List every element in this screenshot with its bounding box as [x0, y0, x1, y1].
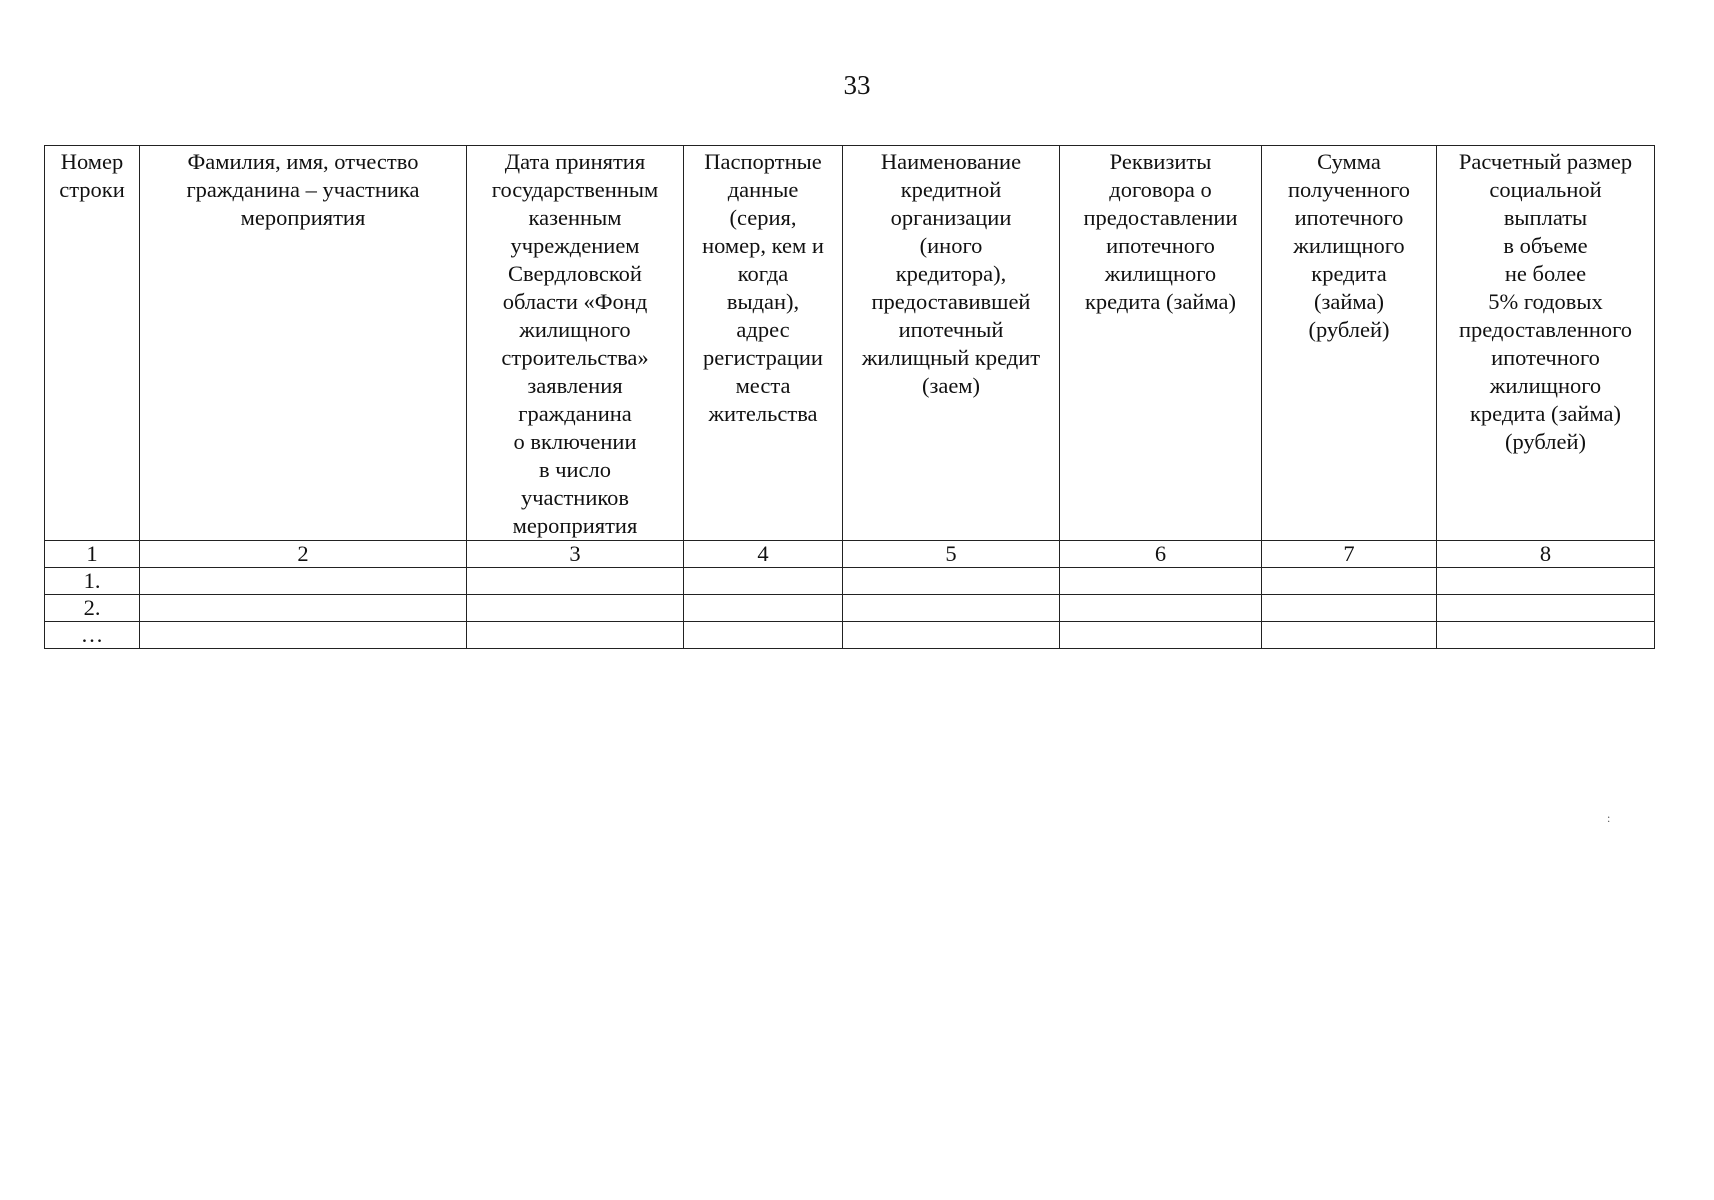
table-cell — [467, 622, 684, 649]
table-cell — [1437, 622, 1655, 649]
table-cell: … — [45, 622, 140, 649]
table-row — [45, 568, 1655, 595]
table-cell — [140, 568, 467, 595]
page-number: 33 — [843, 70, 871, 100]
table-cell — [1437, 595, 1655, 622]
table-cell — [1262, 568, 1437, 595]
table-row — [45, 622, 1655, 649]
table-cell: 2. — [45, 595, 140, 622]
header-creditor-name: Наименование кредитной организации (иного кредитора), предоставившей ипотечный жилищный кредит (заем) — [843, 146, 1060, 541]
table-cell — [1060, 568, 1262, 595]
table-cell — [1262, 622, 1437, 649]
header-row-number: Номер строки — [45, 146, 140, 541]
table-cell — [1262, 595, 1437, 622]
stray-mark: : — [1607, 811, 1611, 825]
table-row — [45, 595, 1655, 622]
table-cell — [1060, 622, 1262, 649]
column-number-row — [45, 541, 1655, 568]
column-number: 1 — [45, 541, 140, 568]
header-contract-details: Реквизиты договора о предоставлении ипотечного жилищного кредита (займа) — [1060, 146, 1262, 541]
table-cell — [1060, 595, 1262, 622]
table-cell — [467, 568, 684, 595]
column-number: 6 — [1060, 541, 1262, 568]
table-cell — [684, 568, 843, 595]
participants-table — [44, 145, 1655, 649]
column-number: 4 — [684, 541, 843, 568]
table-cell — [684, 595, 843, 622]
column-number: 2 — [140, 541, 467, 568]
header-passport-data: Паспортные данные (серия, номер, кем и когда выдан), адрес регистрации места жительства — [684, 146, 843, 541]
column-number: 3 — [467, 541, 684, 568]
column-number: 5 — [843, 541, 1060, 568]
table-cell — [843, 595, 1060, 622]
table-cell — [140, 622, 467, 649]
table-cell — [1437, 568, 1655, 595]
header-payment-size: Расчетный размер социальной выплаты в объеме не более 5% годовых предоставленного ипотечного жилищного кредита (займа) (рублей) — [1437, 146, 1655, 541]
header-application-date: Дата принятия государственным казенным учреждением Свердловской области «Фонд жилищного строительства» заявления гражданина о включении в число участников мероприятия — [467, 146, 684, 541]
column-number: 7 — [1262, 541, 1437, 568]
table-cell — [843, 568, 1060, 595]
table-cell — [843, 622, 1060, 649]
header-credit-amount: Сумма полученного ипотечного жилищного кредита (займа) (рублей) — [1262, 146, 1437, 541]
table-cell — [140, 595, 467, 622]
column-number: 8 — [1437, 541, 1655, 568]
table-cell — [467, 595, 684, 622]
header-row — [45, 146, 1655, 541]
header-full-name: Фамилия, имя, отчество гражданина – участника мероприятия — [140, 146, 467, 541]
table-cell — [684, 622, 843, 649]
table-cell: 1. — [45, 568, 140, 595]
